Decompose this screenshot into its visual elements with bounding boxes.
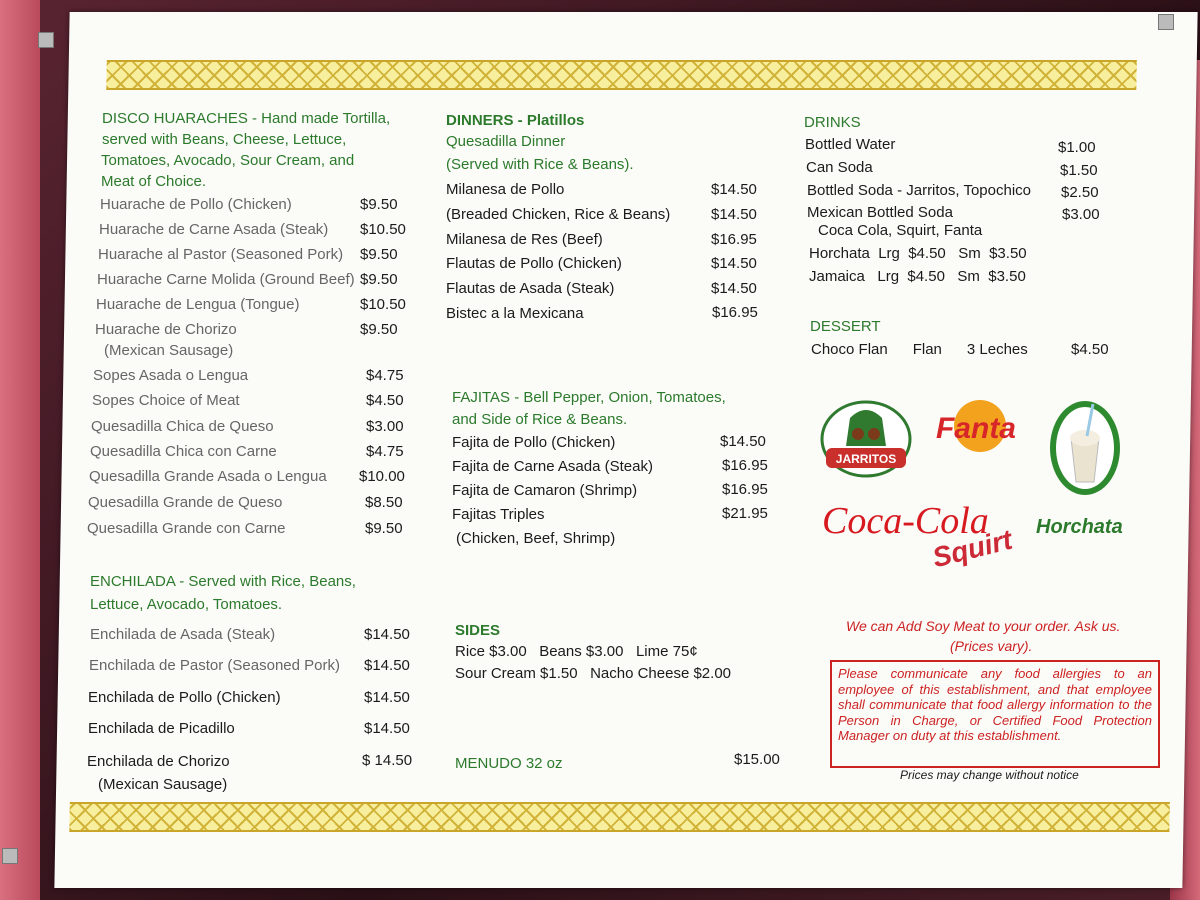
menu-item-price: $2.50 — [1061, 184, 1099, 201]
menu-item-name: Quesadilla Grande de Queso — [88, 494, 283, 511]
menu-item-price: $ 14.50 — [362, 752, 413, 769]
menu-item-name: Flautas de Asada (Steak) — [446, 280, 615, 297]
menu-item-price: $3.00 — [366, 418, 404, 435]
drinks-heading: DRINKS — [804, 114, 861, 131]
huaraches-desc-1: served with Beans, Cheese, Lettuce, — [102, 131, 347, 148]
menu-item-price: $9.50 — [360, 196, 398, 213]
menu-item-price: $16.95 — [712, 304, 758, 321]
menu-item-price: $16.95 — [711, 231, 757, 248]
menu-item-name: Enchilada de Pollo (Chicken) — [88, 689, 281, 706]
menu-item-price: $4.75 — [366, 443, 404, 460]
bottom-decorative-border — [69, 802, 1170, 832]
tablecloth-left — [0, 0, 40, 900]
dinners-quesadilla-line: Quesadilla Dinner — [446, 133, 566, 150]
menu-item-name: Milanesa de Pollo — [446, 181, 565, 198]
menu-item-name: Quesadilla Chica con Carne — [90, 443, 277, 460]
menu-item-subtitle: Coca Cola, Squirt, Fanta — [818, 222, 983, 239]
jarritos-text: JARRITOS — [835, 452, 897, 466]
menu-item-price: $10.00 — [359, 468, 405, 485]
fanta-text: Fanta — [935, 412, 1016, 445]
menu-item-name: Milanesa de Res (Beef) — [446, 231, 603, 248]
menu-item-price: $14.50 — [711, 255, 757, 272]
menu-item-name: Can Soda — [806, 159, 873, 176]
menu-item-name: Enchilada de Pastor (Seasoned Pork) — [89, 657, 340, 674]
menu-item-price: $1.00 — [1058, 139, 1096, 156]
menu-item-price: $9.50 — [360, 321, 398, 338]
menu-item-price: $14.50 — [711, 181, 757, 198]
corner-clip-top-left — [38, 32, 54, 48]
menu-item-subtitle: (Mexican Sausage) — [104, 342, 234, 359]
menu-item-price: $16.95 — [722, 457, 768, 474]
menu-item-name: Flautas de Pollo (Chicken) — [446, 255, 622, 272]
soy-note-1: We can Add Soy Meat to your order. Ask us. — [846, 618, 1121, 634]
enchilada-desc: Lettuce, Avocado, Tomatoes. — [90, 596, 283, 613]
horchata-line: Horchata Lrg $4.50 Sm $3.50 — [809, 245, 1027, 262]
menu-item-price: $9.50 — [365, 520, 403, 537]
menu-item-name: Mexican Bottled Soda — [807, 204, 953, 221]
dinners-heading: DINNERS - Platillos — [446, 112, 585, 129]
menu-item-price: $4.50 — [366, 392, 404, 409]
menu-item-price: $8.50 — [365, 494, 403, 511]
squirt-logo: Squirt — [929, 523, 1016, 574]
dessert-heading: DESSERT — [810, 318, 881, 335]
fajitas-heading: FAJITAS - Bell Pepper, Onion, Tomatoes, — [452, 389, 726, 406]
menu-item-name: Fajita de Camaron (Shrimp) — [452, 482, 638, 499]
allergy-note-box — [830, 660, 1160, 768]
menu-item-price: $3.00 — [1062, 206, 1100, 223]
menu-item-price: $14.50 — [711, 206, 757, 223]
enchilada-heading: ENCHILADA - Served with Rice, Beans, — [90, 573, 356, 590]
menu-item-name: Fajita de Pollo (Chicken) — [452, 434, 616, 451]
menu-item-name: Huarache Carne Molida (Ground Beef) — [97, 271, 355, 288]
menu-item-name: Enchilada de Asada (Steak) — [90, 626, 276, 643]
menu-item-price: $9.50 — [360, 246, 398, 263]
sides-line-1: Rice $3.00 Beans $3.00 Lime 75¢ — [455, 643, 698, 660]
dessert-price: $4.50 — [1071, 341, 1109, 358]
jamaica-line: Jamaica Lrg $4.50 Sm $3.50 — [809, 268, 1026, 285]
menu-item-price: $14.50 — [711, 280, 757, 297]
menu-item-name: Huarache de Lengua (Tongue) — [96, 296, 300, 313]
huaraches-desc-2: Tomatoes, Avocado, Sour Cream, and — [101, 152, 355, 169]
corner-clip-bottom-left — [2, 848, 18, 864]
huaraches-desc-3: Meat of Choice. — [101, 173, 207, 190]
menu-item-price: $14.50 — [364, 720, 410, 737]
menu-item-subtitle: (Mexican Sausage) — [98, 776, 228, 793]
menu-item-name: Fajitas Triples — [452, 506, 545, 523]
menu-item-name: Enchilada de Chorizo — [87, 753, 230, 770]
menu-item-price: $9.50 — [360, 271, 398, 288]
soy-note-2: (Prices vary). — [950, 638, 1033, 654]
fanta-logo — [930, 398, 1022, 466]
menu-item-name: Sopes Choice of Meat — [92, 392, 240, 409]
menu-item-price: $14.50 — [720, 433, 766, 450]
menu-item-price: $21.95 — [722, 505, 768, 522]
menu-item-price: $10.50 — [360, 296, 406, 313]
huaraches-heading: DISCO HUARACHES - Hand made Tortilla, — [102, 110, 391, 127]
menu-item-name: Huarache al Pastor (Seasoned Pork) — [98, 246, 344, 263]
horchata-logo-text: Horchata — [1036, 516, 1123, 538]
menu-item-price: $4.75 — [366, 367, 404, 384]
menu-item-subtitle: (Chicken, Beef, Shrimp) — [456, 530, 616, 547]
menu-item-price: $14.50 — [364, 626, 410, 643]
menu-item-name: Enchilada de Picadillo — [88, 720, 235, 737]
menu-item-price: $14.50 — [364, 689, 410, 706]
menu-item-price: $10.50 — [360, 221, 406, 238]
menu-item-name: Quesadilla Chica de Queso — [91, 418, 274, 435]
jarritos-logo — [820, 400, 912, 478]
menu-item-name: Quesadilla Grande Asada o Lengua — [89, 468, 327, 485]
prices-note: Prices may change without notice — [900, 768, 1079, 782]
sides-heading: SIDES — [455, 622, 501, 639]
menudo-name: MENUDO 32 oz — [455, 755, 563, 772]
menu-item-name: Huarache de Chorizo — [95, 321, 237, 338]
allergy-note-text: Please communicate any food allergies to an employee of this establishment, and that employee shall communicate that food allergy information to the Person in Charge, or Certified Food Protection Manager on duty at this establishment. — [838, 666, 1152, 743]
dessert-line: Choco Flan Flan 3 Leches — [811, 341, 1028, 358]
top-decorative-border — [106, 60, 1137, 90]
menu-item-name: Huarache de Carne Asada (Steak) — [99, 221, 329, 238]
menu-item-name: Bottled Soda - Jarritos, Topochico — [807, 182, 1032, 199]
menu-item-name: (Breaded Chicken, Rice & Beans) — [446, 206, 671, 223]
menu-item-price: $1.50 — [1060, 162, 1098, 179]
menu-item-name: Bottled Water — [805, 136, 896, 153]
coca-cola-logo: Coca-Cola — [822, 500, 989, 542]
corner-clip-top-right — [1158, 14, 1174, 30]
menu-item-name: Huarache de Pollo (Chicken) — [100, 196, 292, 213]
fajitas-desc: and Side of Rice & Beans. — [452, 411, 628, 428]
dinners-note: (Served with Rice & Beans). — [446, 156, 634, 173]
horchata-logo — [1047, 398, 1123, 518]
menu-item-price: $14.50 — [364, 657, 410, 674]
menudo-price: $15.00 — [734, 751, 780, 768]
sides-line-2: Sour Cream $1.50 Nacho Cheese $2.00 — [455, 665, 731, 682]
menu-item-name: Fajita de Carne Asada (Steak) — [452, 458, 653, 475]
menu-item-price: $16.95 — [722, 481, 768, 498]
menu-item-name: Bistec a la Mexicana — [446, 305, 584, 322]
menu-item-name: Sopes Asada o Lengua — [93, 367, 249, 384]
menu-item-name: Quesadilla Grande con Carne — [87, 520, 286, 537]
